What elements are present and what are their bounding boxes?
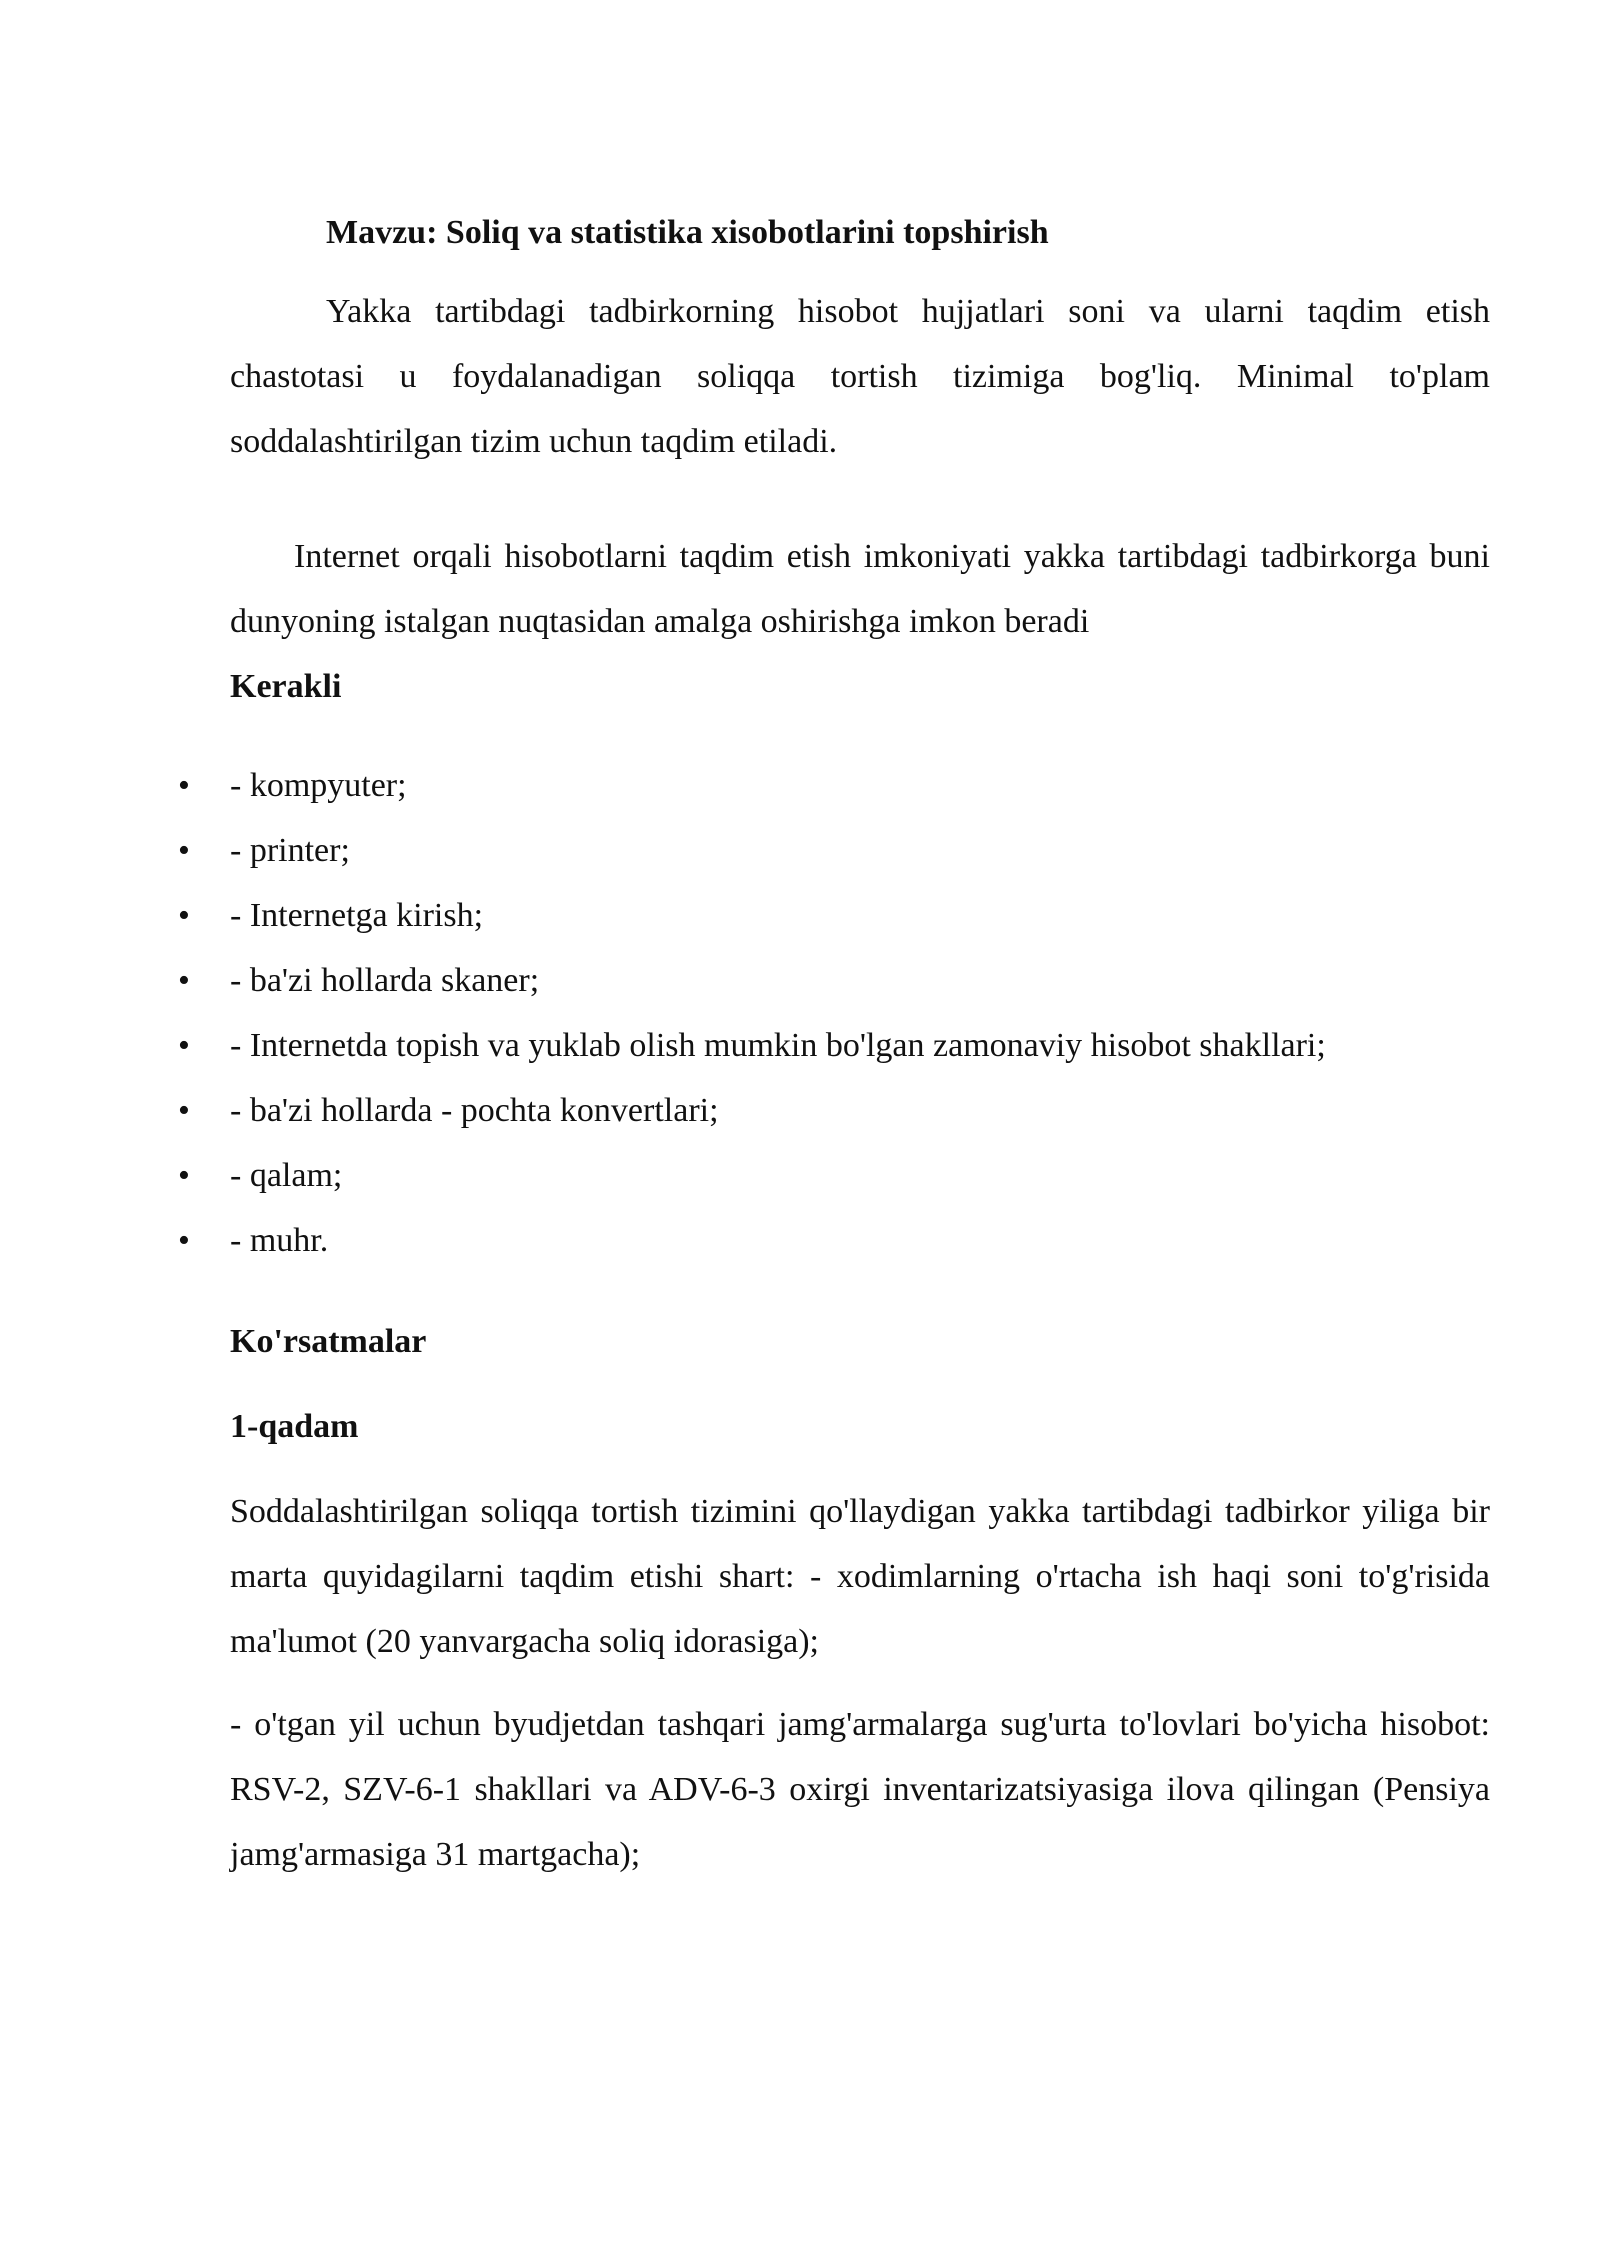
list-item-text: - ba'zi hollarda - pochta konvertlari;	[230, 1092, 719, 1129]
list-item-text: - Internetda topish va yuklab olish mumkin bo'lgan zamonaviy hisobot shakllari;	[230, 1027, 1326, 1064]
list-item-text: - qalam;	[230, 1157, 343, 1194]
list-item	[178, 753, 1490, 818]
intro-paragraph: Yakka tartibdagi tadbirkorning hisobot hujjatlari soni va ularni taqdim etish chastotasi u foydalanadigan soliqqa tortish tizimiga bog'liq. Minimal to'plam soddalashtirilgan tizim uchun taqdim etiladi.	[230, 293, 1490, 460]
list-item-text: - ba'zi hollarda skaner;	[230, 962, 540, 999]
list-item	[178, 1143, 1490, 1208]
step-paragraph-2: - o'tgan yil uchun byudjetdan tashqari jamg'armalarga sug'urta to'lovlari bo'yicha hisobot: RSV-2, SZV-6-1 shakllari va ADV-6-3 oxirgi inventarizatsiyasiga ilova qilingan (Pensiya jamg'armasiga 31 martgacha);	[230, 1706, 1490, 1873]
internet-paragraph: Internet orqali hisobotlarni taqdim etish imkoniyati yakka tartibdagi tadbirkorga buni dunyoning istalgan nuqtasidan amalga oshirishga imkon beradi	[230, 538, 1490, 640]
list-item	[178, 948, 1490, 1013]
list-item-text: - Internetga kirish;	[230, 897, 484, 934]
list-item	[178, 883, 1490, 948]
instructions-heading: Ko'rsatmalar	[230, 1323, 427, 1360]
list-item	[178, 818, 1490, 883]
required-list	[178, 753, 1490, 1273]
bullet-icon: •	[178, 897, 190, 934]
bullet-icon: •	[178, 832, 190, 869]
bullet-icon: •	[178, 1157, 190, 1194]
step-paragraph-1: Soddalashtirilgan soliqqa tortish tizimini qo'llaydigan yakka tartibdagi tadbirkor yiliga bir marta quyidagilarni taqdim etishi shart: - xodimlarning o'rtacha ish haqi soni to'g'risida ma'lumot (20 yanvargacha soliq idorasiga);	[230, 1493, 1490, 1660]
list-item-text: - kompyuter;	[230, 767, 407, 804]
page-title: Mavzu: Soliq va statistika xisobotlarini topshirish	[326, 214, 1049, 251]
list-item	[178, 1078, 1490, 1143]
step-heading: 1-qadam	[230, 1408, 359, 1445]
list-item	[178, 1013, 1490, 1078]
document-content	[178, 200, 1490, 1887]
required-heading: Kerakli	[230, 668, 342, 705]
list-item-text: - printer;	[230, 832, 350, 869]
list-item-text: - muhr.	[230, 1222, 329, 1259]
bullet-icon: •	[178, 1027, 190, 1064]
bullet-icon: •	[178, 1092, 190, 1129]
bullet-icon: •	[178, 767, 190, 804]
bullet-icon: •	[178, 962, 190, 999]
bullet-icon: •	[178, 1222, 190, 1259]
list-item	[178, 1208, 1490, 1273]
